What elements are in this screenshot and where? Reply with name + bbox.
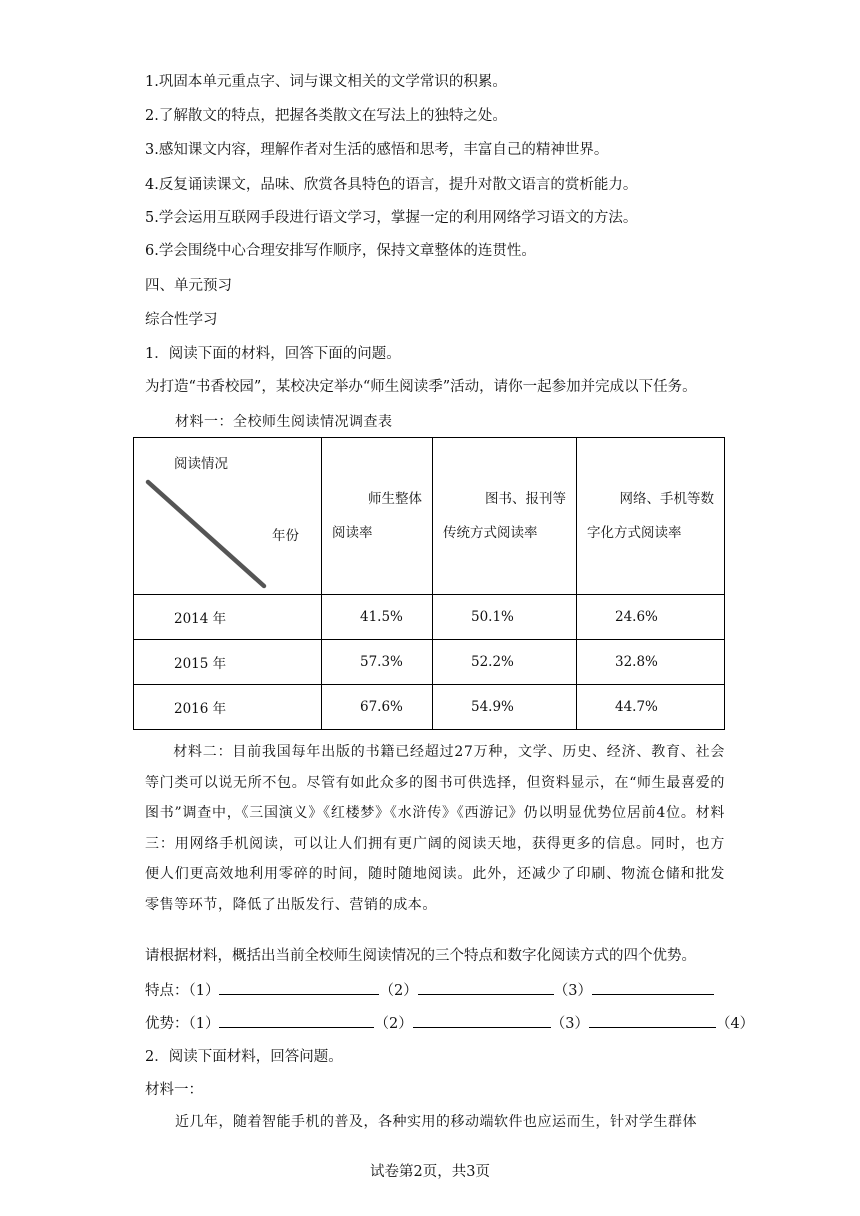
q2-material-1-label: 材料一： (145, 1082, 203, 1098)
digital-rate-cell: 44.7% (615, 699, 658, 715)
material-1-title: 材料一：全校师生阅读情况调查表 (175, 414, 393, 430)
overall-rate-cell: 57.3% (360, 654, 403, 670)
objective-2: 2.了解散文的特点，把握各类散文在写法上的独特之处。 (145, 108, 507, 124)
task-instruction: 请根据材料，概括出当前全校师生阅读情况的三个特点和数字化阅读方式的四个优势。 (145, 948, 696, 964)
advantage-2-blank[interactable] (413, 1013, 551, 1028)
year-cell: 2014 年 (174, 611, 227, 627)
header-overall: 师生整体 阅读率 (322, 438, 433, 595)
digital-rate-cell: 32.8% (615, 654, 658, 670)
overall-rate-cell: 67.6% (360, 699, 403, 715)
year-cell: 2015 年 (174, 656, 227, 672)
advantage-2-label: （2） (374, 1016, 413, 1032)
header-traditional: 图书、报刊等 传统方式阅读率 (433, 438, 577, 595)
feature-1-blank[interactable] (219, 980, 379, 995)
table-row (134, 595, 725, 640)
question-1-intro: 为打造“书香校园”，某校决定举办“师生阅读季”活动，请你一起参加并完成以下任务。 (145, 379, 697, 395)
advantages-answer-line: 优势：（1） （2） （3） （4） (145, 1013, 754, 1034)
advantage-3-blank[interactable] (589, 1013, 716, 1028)
traditional-rate-cell: 52.2% (471, 654, 514, 670)
header-digital: 网络、手机等数 字化方式阅读率 (577, 438, 725, 595)
traditional-rate-cell: 54.9% (471, 699, 514, 715)
objective-5: 5.学会运用互联网手段进行语文学习，掌握一定的利用网络学习语文的方法。 (145, 210, 638, 226)
corner-label-year: 年份 (272, 528, 299, 544)
q2-material-1-text: 近几年，随着智能手机的普及，各种实用的移动端软件也应运而生，针对学生群体 (175, 1114, 697, 1130)
year-cell: 2016 年 (174, 701, 227, 717)
advantage-3-label: （3） (550, 1016, 589, 1032)
section-heading: 四、单元预习 (145, 278, 232, 294)
reading-survey-table (133, 437, 725, 730)
corner-label-reading: 阅读情况 (174, 456, 228, 472)
page-footer: 试卷第2页，共3页 (370, 1164, 490, 1180)
overall-rate-cell: 41.5% (360, 609, 403, 625)
features-answer-line: 特点：（1） （2） （3） (145, 980, 714, 1001)
feature-1-label: （1） (188, 983, 220, 999)
advantage-1-label: （1） (188, 1016, 220, 1032)
digital-rate-cell: 24.6% (615, 609, 658, 625)
subsection-heading: 综合性学习 (145, 312, 218, 328)
table-row (134, 685, 725, 730)
feature-2-label: （2） (379, 983, 418, 999)
feature-3-label: （3） (553, 983, 592, 999)
material-2-paragraph: 材料二：目前我国每年出版的书籍已经超过27万种，文学、历史、经济、教育、社会等门类可以说无所不包。尽管有如此众多的图书可供选择，但资料显示，在“师生最喜爱的图书”调查中，《三国演义》《红楼梦》《水浒传》《西游记》仍以明显优势位居前4位。材料三：用网络手机阅读，可以让人们拥有更广阔的阅读天地，获得更多的信息。同时，也方便人们更高效地利用零碎的时间，随时随地阅读。此外，还减少了印刷、物流仓储和批发零售等环节，降低了出版发行、营销的成本。 (145, 744, 725, 913)
diagonal-header-cell (134, 438, 322, 595)
feature-2-blank[interactable] (418, 980, 554, 995)
objective-1: 1.巩固本单元重点字、词与课文相关的文学常识的积累。 (145, 74, 507, 90)
feature-3-blank[interactable] (592, 980, 714, 995)
table-header-row (134, 438, 725, 595)
objective-6: 6.学会围绕中心合理安排写作顺序，保持文章整体的连贯性。 (145, 243, 536, 259)
traditional-rate-cell: 50.1% (471, 609, 514, 625)
objective-4: 4.反复诵读课文，品味、欣赏各具特色的语言，提升对散文语言的赏析能力。 (145, 177, 638, 193)
advantage-4-label: （4） (715, 1016, 755, 1032)
question-2-title: 2．阅读下面材料，回答问题。 (145, 1049, 343, 1065)
table-row (134, 640, 725, 685)
advantage-1-blank[interactable] (219, 1013, 374, 1028)
objective-3: 3.感知课文内容，理解作者对生活的感悟和思考，丰富自己的精神世界。 (145, 142, 609, 158)
question-1-title: 1．阅读下面的材料，回答下面的问题。 (145, 346, 401, 362)
